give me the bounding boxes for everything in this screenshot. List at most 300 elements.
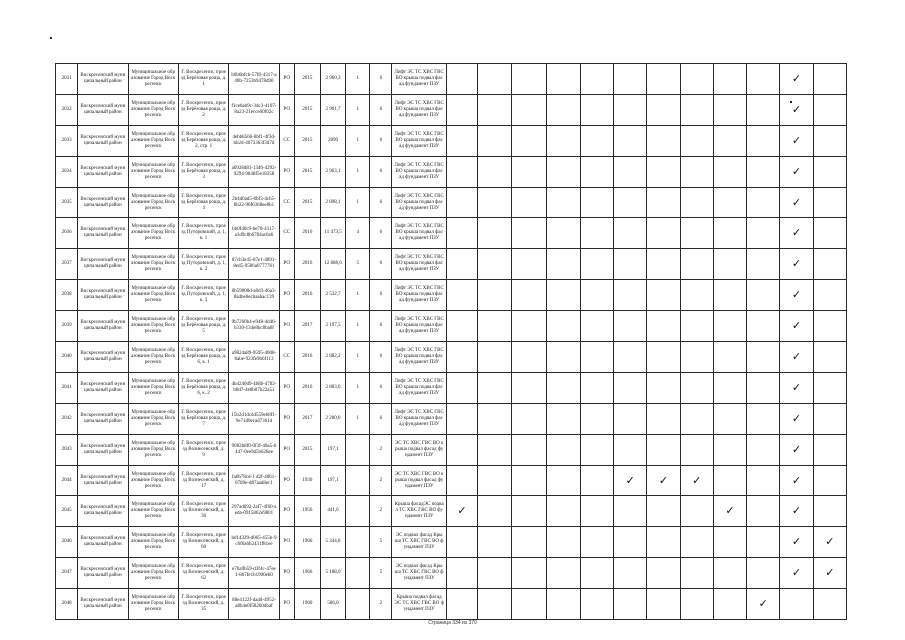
- check-cell: [713, 187, 746, 218]
- row-id: 2043: [56, 434, 78, 465]
- check-cell: [512, 311, 546, 342]
- count-b-cell: 6: [370, 94, 392, 125]
- cadastral-id-cell: 4b4240d9-4b8b-4702-b8d7-4e0b07b22a51: [229, 372, 279, 403]
- table-row: [56, 218, 847, 249]
- check-cell: [478, 218, 512, 249]
- check-cell: [713, 342, 746, 373]
- year-cell: 2016: [294, 280, 320, 311]
- check-cell: [546, 496, 580, 527]
- check-cell: [512, 94, 546, 125]
- type-cell: РО: [279, 249, 294, 280]
- check-cell: [446, 280, 477, 311]
- checkmark-icon: ✓: [791, 257, 802, 271]
- check-cell: [446, 372, 477, 403]
- check-cell: [713, 156, 746, 187]
- year-cell: 2016: [294, 249, 320, 280]
- count-b-cell: 2: [370, 589, 392, 620]
- check-cell: [713, 280, 746, 311]
- check-cell: [780, 589, 813, 620]
- cadastral-id-cell: 4ebb8566-8bf1-4f3d-bb2d-4073363f3d7d: [229, 125, 279, 156]
- area-cell: 2 963,1: [320, 156, 345, 187]
- check-cell: [580, 280, 613, 311]
- row-id: 2048: [56, 589, 78, 620]
- area-cell: 5 188,0: [320, 558, 345, 589]
- settlement-cell: Муниципальное образование Город Воскресенск: [128, 187, 178, 218]
- check-cell: [647, 187, 680, 218]
- checkmark-icon: ✓: [692, 473, 702, 487]
- type-cell: СС: [279, 125, 294, 156]
- check-cell: [580, 187, 613, 218]
- check-cell: [813, 465, 846, 496]
- table-row: [56, 527, 847, 558]
- check-cell: [647, 64, 680, 95]
- year-cell: 2016: [294, 218, 320, 249]
- count-b-cell: 6: [370, 156, 392, 187]
- check-cell: [747, 434, 780, 465]
- cadastral-id-cell: fa0b78cd-1 d2f-4061-8789e-d87aad8ec1: [229, 465, 279, 496]
- count-a-cell: 1: [346, 94, 370, 125]
- table-row: [56, 94, 847, 125]
- checkmark-icon: ✓: [791, 226, 802, 240]
- row-id: 2045: [56, 496, 78, 527]
- settlement-cell: Муниципальное образование Город Воскресенск: [128, 372, 178, 403]
- district-cell: Воскресенский муниципальный район: [78, 280, 128, 311]
- check-cell: [813, 94, 846, 125]
- district-cell: Воскресенский муниципальный район: [78, 249, 128, 280]
- address-cell: Г. Воскресенск, проезд Вознесенский, д. 35: [178, 589, 228, 620]
- check-cell: [446, 311, 477, 342]
- row-id: 2035: [56, 187, 78, 218]
- count-b-cell: 6: [370, 342, 392, 373]
- table-row: [56, 342, 847, 373]
- check-cell: [446, 527, 477, 558]
- checkmark-icon: ✓: [791, 349, 802, 363]
- check-cell: [614, 64, 647, 95]
- check-cell: [647, 218, 680, 249]
- check-cell: [780, 125, 813, 156]
- check-cell: [614, 372, 647, 403]
- district-cell: Воскресенский муниципальный район: [78, 403, 128, 434]
- settlement-cell: Муниципальное образование Город Воскресенск: [128, 558, 178, 589]
- works-cell: Лифт ЭС ТС ХВС ГВС ВО крыша подвал фасад фундамент ПЗУ: [392, 156, 446, 187]
- check-cell: [747, 496, 780, 527]
- year-cell: 2015: [294, 94, 320, 125]
- district-cell: Воскресенский муниципальный район: [78, 558, 128, 589]
- check-cell: [747, 403, 780, 434]
- check-cell: [747, 218, 780, 249]
- count-a-cell: [346, 465, 370, 496]
- check-cell: [614, 94, 647, 125]
- check-cell: [614, 589, 647, 620]
- check-cell: [813, 64, 846, 95]
- check-cell: [478, 589, 512, 620]
- row-id: 2041: [56, 372, 78, 403]
- cadastral-id-cell: bd14329-d065-455b-9c6f6a6b2431f81ee: [229, 527, 279, 558]
- check-cell: [813, 280, 846, 311]
- settlement-cell: Муниципальное образование Город Воскресенск: [128, 434, 178, 465]
- year-cell: 2016: [294, 372, 320, 403]
- check-cell: [614, 249, 647, 280]
- check-cell: [713, 125, 746, 156]
- count-b-cell: 6: [370, 280, 392, 311]
- count-b-cell: 2: [370, 434, 392, 465]
- check-cell: [713, 64, 746, 95]
- year-cell: 2017: [294, 403, 320, 434]
- area-cell: 2 901,7: [320, 94, 345, 125]
- check-cell: [747, 156, 780, 187]
- check-cell: [546, 156, 580, 187]
- check-cell: [647, 558, 680, 589]
- check-cell: [614, 558, 647, 589]
- type-cell: РО: [279, 527, 294, 558]
- area-cell: 586,0: [320, 589, 345, 620]
- check-cell: [813, 156, 846, 187]
- row-id: 2038: [56, 280, 78, 311]
- check-cell: [813, 496, 846, 527]
- check-cell: [747, 125, 780, 156]
- works-cell: Лифт ЭС ТС ХВС ГВС ВО крыша подвал фасад фундамент ПЗУ: [392, 342, 446, 373]
- check-cell: [713, 218, 746, 249]
- check-cell: [546, 218, 580, 249]
- check-cell: [614, 465, 647, 496]
- checkmark-icon: ✓: [791, 535, 802, 549]
- check-cell: [680, 589, 713, 620]
- works-cell: ЭС ТС ХВС ГВС ВО крыша подвал фасад фундамент ПЗУ: [392, 434, 446, 465]
- address-cell: Г. Воскресенск, проезд Путоровский, д. 1, к. 3: [178, 280, 228, 311]
- check-cell: [647, 311, 680, 342]
- check-cell: [680, 372, 713, 403]
- check-cell: [446, 403, 477, 434]
- check-cell: [780, 403, 813, 434]
- check-cell: [680, 64, 713, 95]
- district-cell: Воскресенский муниципальный район: [78, 342, 128, 373]
- table-row: [56, 311, 847, 342]
- settlement-cell: Муниципальное образование Город Воскресенск: [128, 280, 178, 311]
- checkmark-icon: ✓: [457, 504, 467, 518]
- check-cell: [512, 64, 546, 95]
- address-cell: Г. Воскресенск, проезд Вознесенский, д. 17: [178, 465, 228, 496]
- year-cell: 2015: [294, 64, 320, 95]
- check-cell: [580, 527, 613, 558]
- checkmark-icon: ✓: [791, 319, 802, 333]
- check-cell: [780, 249, 813, 280]
- check-cell: [713, 311, 746, 342]
- type-cell: РО: [279, 496, 294, 527]
- check-cell: [580, 465, 613, 496]
- check-cell: [713, 527, 746, 558]
- checkmark-icon: ✓: [791, 504, 802, 518]
- type-cell: РО: [279, 403, 294, 434]
- count-a-cell: 1: [346, 311, 370, 342]
- type-cell: РО: [279, 434, 294, 465]
- check-cell: [713, 372, 746, 403]
- scan-speck: [50, 37, 52, 39]
- check-cell: [680, 94, 713, 125]
- settlement-cell: Муниципальное образование Город Воскресенск: [128, 156, 178, 187]
- check-cell: [647, 94, 680, 125]
- check-cell: [512, 249, 546, 280]
- cadastral-id-cell: 88e4122f-da4d-4952-a8b4e0f58260dbaf: [229, 589, 279, 620]
- check-cell: [680, 403, 713, 434]
- address-cell: Г. Воскресенск, проезд Берёзовая роща, д. 2, стр. 1: [178, 125, 228, 156]
- check-cell: [747, 465, 780, 496]
- district-cell: Воскресенский муниципальный район: [78, 218, 128, 249]
- check-cell: [680, 249, 713, 280]
- checkmark-icon: ✓: [791, 566, 802, 580]
- check-cell: [747, 342, 780, 373]
- check-cell: [747, 64, 780, 95]
- district-cell: Воскресенский муниципальный район: [78, 465, 128, 496]
- type-cell: РО: [279, 311, 294, 342]
- type-cell: СС: [279, 342, 294, 373]
- district-cell: Воскресенский муниципальный район: [78, 156, 128, 187]
- check-cell: [512, 434, 546, 465]
- check-cell: [780, 156, 813, 187]
- register-table-container: [55, 63, 847, 618]
- type-cell: РО: [279, 372, 294, 403]
- district-cell: Воскресенский муниципальный район: [78, 125, 128, 156]
- row-id: 2042: [56, 403, 78, 434]
- check-cell: [546, 372, 580, 403]
- check-cell: [512, 589, 546, 620]
- works-cell: Лифт ЭС ТС ХВС ГВС ВО крыша подвал фасад фундамент ПЗУ: [392, 403, 446, 434]
- works-cell: Лифт ЭС ТС ХВС ГВС ВО крыша подвал фасад фундамент ПЗУ: [392, 64, 446, 95]
- stray-mark: [790, 101, 792, 103]
- checkmark-icon: ✓: [791, 380, 802, 394]
- check-cell: [546, 465, 580, 496]
- check-cell: [614, 311, 647, 342]
- settlement-cell: Муниципальное образование Город Воскресенск: [128, 527, 178, 558]
- check-cell: [512, 342, 546, 373]
- settlement-cell: Муниципальное образование Город Воскресенск: [128, 342, 178, 373]
- check-cell: [614, 280, 647, 311]
- count-b-cell: 2: [370, 496, 392, 527]
- district-cell: Воскресенский муниципальный район: [78, 434, 128, 465]
- table-row: [56, 589, 847, 620]
- type-cell: СС: [279, 187, 294, 218]
- works-cell: Лифт ЭС ТС ХВС ГВС ВО крыша подвал фасад фундамент ПЗУ: [392, 218, 446, 249]
- check-cell: [478, 527, 512, 558]
- check-cell: [478, 64, 512, 95]
- works-cell: Лифт ЭС ТС ХВС ГВС ВО крыша подвал фасад фундамент ПЗУ: [392, 187, 446, 218]
- address-cell: Г. Воскресенск, проезд Берёзовая роща, д. 4: [178, 187, 228, 218]
- row-id: 2046: [56, 527, 78, 558]
- check-cell: [446, 496, 477, 527]
- check-cell: [747, 94, 780, 125]
- check-cell: [546, 342, 580, 373]
- check-cell: [780, 372, 813, 403]
- count-b-cell: 5: [370, 527, 392, 558]
- checkmark-icon: ✓: [791, 71, 802, 85]
- settlement-cell: Муниципальное образование Город Воскресенск: [128, 249, 178, 280]
- area-cell: 2 960,3: [320, 64, 345, 95]
- check-cell: [813, 434, 846, 465]
- check-cell: [512, 403, 546, 434]
- works-cell: ЭС подвал фасад Крыша ТС ХВС ГВС ВО фундамент ПЗУ: [392, 527, 446, 558]
- address-cell: Г. Воскресенск, проезд Берёзовая роща, д. 2: [178, 94, 228, 125]
- check-cell: [713, 589, 746, 620]
- type-cell: РО: [279, 156, 294, 187]
- count-b-cell: 6: [370, 403, 392, 434]
- check-cell: [580, 94, 613, 125]
- check-cell: [478, 249, 512, 280]
- cadastral-id-cell: 9b7260b4-e948-4d46-b330-134e8bc8ba0f: [229, 311, 279, 342]
- year-cell: 2015: [294, 156, 320, 187]
- count-a-cell: 1: [346, 125, 370, 156]
- count-a-cell: [346, 589, 370, 620]
- works-cell: Крыша подвал фасад ЭС ТС ХВС ГВС ВО фундамент ПЗУ: [392, 589, 446, 620]
- check-cell: [780, 342, 813, 373]
- district-cell: Воскресенский муниципальный район: [78, 311, 128, 342]
- cadastral-id-cell: bb0f40c9-be70-4317-a3d9c8b6784ac0a6: [229, 218, 279, 249]
- check-cell: [546, 558, 580, 589]
- check-cell: [478, 156, 512, 187]
- count-a-cell: 1: [346, 372, 370, 403]
- count-b-cell: 6: [370, 218, 392, 249]
- check-cell: [680, 280, 713, 311]
- check-cell: [546, 434, 580, 465]
- count-a-cell: 1: [346, 156, 370, 187]
- table-row: [56, 403, 847, 434]
- check-cell: [546, 125, 580, 156]
- count-b-cell: 6: [370, 249, 392, 280]
- works-cell: Лифт ЭС ТС ХВС ГВС ВО крыша подвал фасад фундамент ПЗУ: [392, 311, 446, 342]
- year-cell: 2017: [294, 311, 320, 342]
- cadastral-id-cell: a9824a89-9595-4008-8abe-923fe9b6f113: [229, 342, 279, 373]
- settlement-cell: Муниципальное образование Город Воскресенск: [128, 64, 178, 95]
- check-cell: [546, 249, 580, 280]
- year-cell: 2015: [294, 125, 320, 156]
- check-cell: [680, 125, 713, 156]
- check-cell: [680, 496, 713, 527]
- area-cell: 2 882,2: [320, 342, 345, 373]
- works-cell: ЭС ТС ХВС ГВС ВО крыша подвал фасад фундамент ПЗУ: [392, 465, 446, 496]
- cadastral-id-cell: 87cb3e45-87e1-4891-8ed5-9586a0777761: [229, 249, 279, 280]
- check-cell: [512, 280, 546, 311]
- check-cell: [647, 249, 680, 280]
- address-cell: Г. Воскресенск, проезд Берёзовая роща, д. 3: [178, 156, 228, 187]
- check-cell: [614, 218, 647, 249]
- check-cell: [546, 94, 580, 125]
- check-cell: [713, 403, 746, 434]
- check-cell: [713, 434, 746, 465]
- check-cell: [780, 311, 813, 342]
- type-cell: РО: [279, 589, 294, 620]
- check-cell: [680, 218, 713, 249]
- checkmark-icon: ✓: [825, 535, 835, 549]
- check-cell: [813, 125, 846, 156]
- cadastral-id-cell: 15b2d1dcd4559eb8f1-9e71d0ecad7361d: [229, 403, 279, 434]
- check-cell: [478, 187, 512, 218]
- type-cell: СС: [279, 218, 294, 249]
- page-footer: Страница 334 из 370: [428, 620, 477, 626]
- check-cell: [512, 496, 546, 527]
- check-cell: [446, 342, 477, 373]
- count-a-cell: 1: [346, 187, 370, 218]
- check-cell: [747, 527, 780, 558]
- checkmark-icon: ✓: [791, 133, 802, 147]
- table-row: [56, 156, 847, 187]
- type-cell: РО: [279, 94, 294, 125]
- check-cell: [813, 527, 846, 558]
- check-cell: [546, 64, 580, 95]
- checkmark-icon: ✓: [791, 473, 802, 487]
- check-cell: [780, 558, 813, 589]
- check-cell: [813, 342, 846, 373]
- check-cell: [446, 218, 477, 249]
- count-a-cell: 1: [346, 342, 370, 373]
- check-cell: [614, 434, 647, 465]
- check-cell: [478, 311, 512, 342]
- check-cell: [580, 311, 613, 342]
- settlement-cell: Муниципальное образование Город Воскресенск: [128, 403, 178, 434]
- row-id: 2037: [56, 249, 78, 280]
- area-cell: 2 197,5: [320, 311, 345, 342]
- table-row: [56, 465, 847, 496]
- check-cell: [747, 558, 780, 589]
- check-cell: [747, 589, 780, 620]
- row-id: 2040: [56, 342, 78, 373]
- address-cell: Г. Воскресенск, проезд Путоровский, д. 1, к. 1: [178, 218, 228, 249]
- table-row: [56, 187, 847, 218]
- area-cell: 12 888,6: [320, 249, 345, 280]
- check-cell: [512, 372, 546, 403]
- cadastral-id-cell: e76a9b59-d3f4c-47ee1-867fe1b1900eb0: [229, 558, 279, 589]
- area-cell: 2890: [320, 125, 345, 156]
- check-cell: [614, 187, 647, 218]
- check-cell: [512, 218, 546, 249]
- check-cell: [713, 465, 746, 496]
- district-cell: Воскресенский муниципальный район: [78, 589, 128, 620]
- row-id: 2047: [56, 558, 78, 589]
- year-cell: 1930: [294, 465, 320, 496]
- district-cell: Воскресенский муниципальный район: [78, 372, 128, 403]
- check-cell: [780, 94, 813, 125]
- check-cell: [478, 280, 512, 311]
- area-cell: 2 280,0: [320, 403, 345, 434]
- table-row: [56, 125, 847, 156]
- check-cell: [580, 403, 613, 434]
- count-a-cell: [346, 434, 370, 465]
- district-cell: Воскресенский муниципальный район: [78, 94, 128, 125]
- address-cell: Г. Воскресенск, проезд Вознесенский, д. 60: [178, 527, 228, 558]
- check-cell: [780, 465, 813, 496]
- type-cell: РО: [279, 465, 294, 496]
- table-row: [56, 372, 847, 403]
- row-id: 2044: [56, 465, 78, 496]
- check-cell: [512, 527, 546, 558]
- check-cell: [780, 187, 813, 218]
- check-cell: [647, 156, 680, 187]
- table-row: [56, 280, 847, 311]
- check-cell: [680, 342, 713, 373]
- checkmark-icon: ✓: [725, 504, 735, 518]
- check-cell: [512, 125, 546, 156]
- check-cell: [580, 372, 613, 403]
- count-a-cell: [346, 558, 370, 589]
- check-cell: [647, 434, 680, 465]
- check-cell: [614, 403, 647, 434]
- check-cell: [580, 156, 613, 187]
- check-cell: [647, 465, 680, 496]
- check-cell: [747, 311, 780, 342]
- check-cell: [647, 280, 680, 311]
- check-cell: [512, 558, 546, 589]
- year-cell: 1956: [294, 496, 320, 527]
- check-cell: [580, 589, 613, 620]
- works-cell: Лифт ЭС ТС ХВС ГВС ВО крыша подвал фасад фундамент ПЗУ: [392, 125, 446, 156]
- check-cell: [446, 187, 477, 218]
